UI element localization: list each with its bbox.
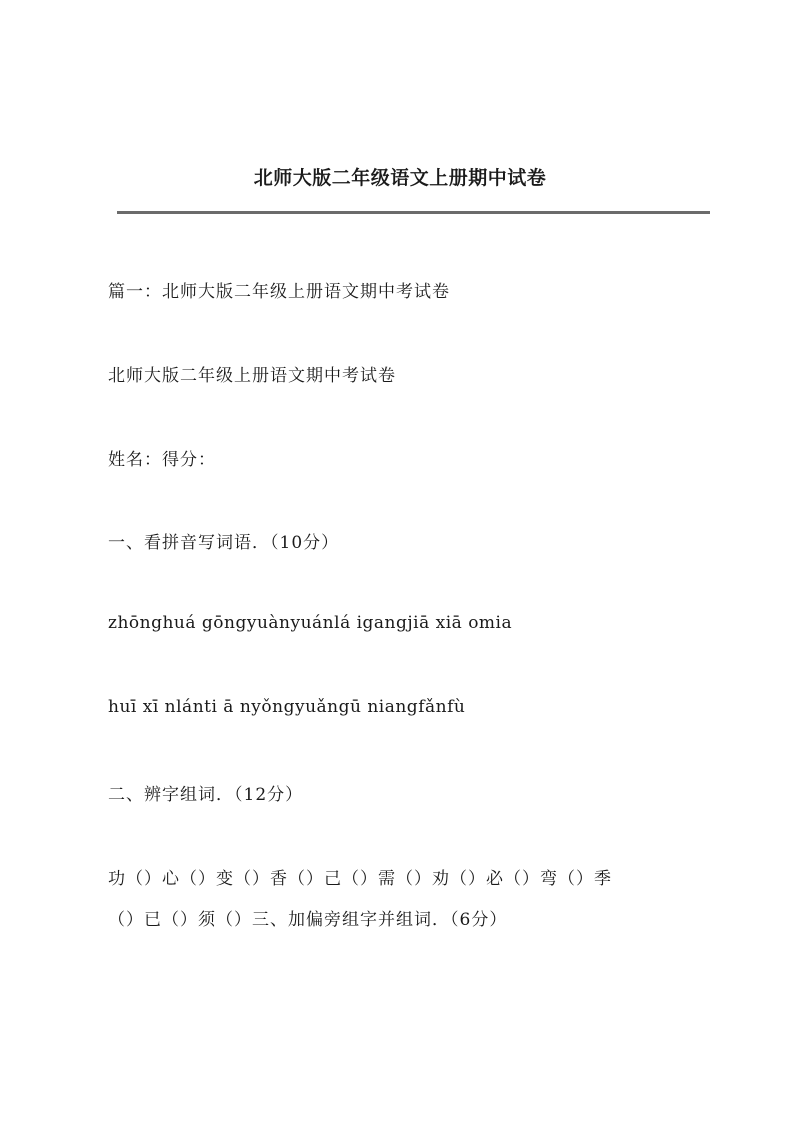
character-pairs-line-2: （）已（）须（）三、加偏旁组字并组词．（6分） [108,910,508,930]
pinyin-line-1: zhōnghuá gōngyuànyuánlá igangjiā xiā omia [108,613,513,633]
character-pairs-line-1: 功（）心（）变（）香（）己（）需（）劝（）必（）弯（）季 [108,869,612,889]
question-1-heading: 一、看拼音写词语．（10分） [108,533,340,553]
title-divider [117,211,710,214]
name-score-line: 姓名：得分： [108,450,216,470]
section-heading-part1: 篇一：北师大版二年级上册语文期中考试卷 [108,282,450,302]
question-2-heading: 二、辨字组词．（12分） [108,785,304,805]
pinyin-line-2: huī xī nlánti ā nyǒngyuǎngū niangfǎnfù [108,697,466,717]
document-title: 北师大版二年级语文上册期中试卷 [253,167,547,189]
exam-subtitle: 北师大版二年级上册语文期中考试卷 [108,366,396,386]
